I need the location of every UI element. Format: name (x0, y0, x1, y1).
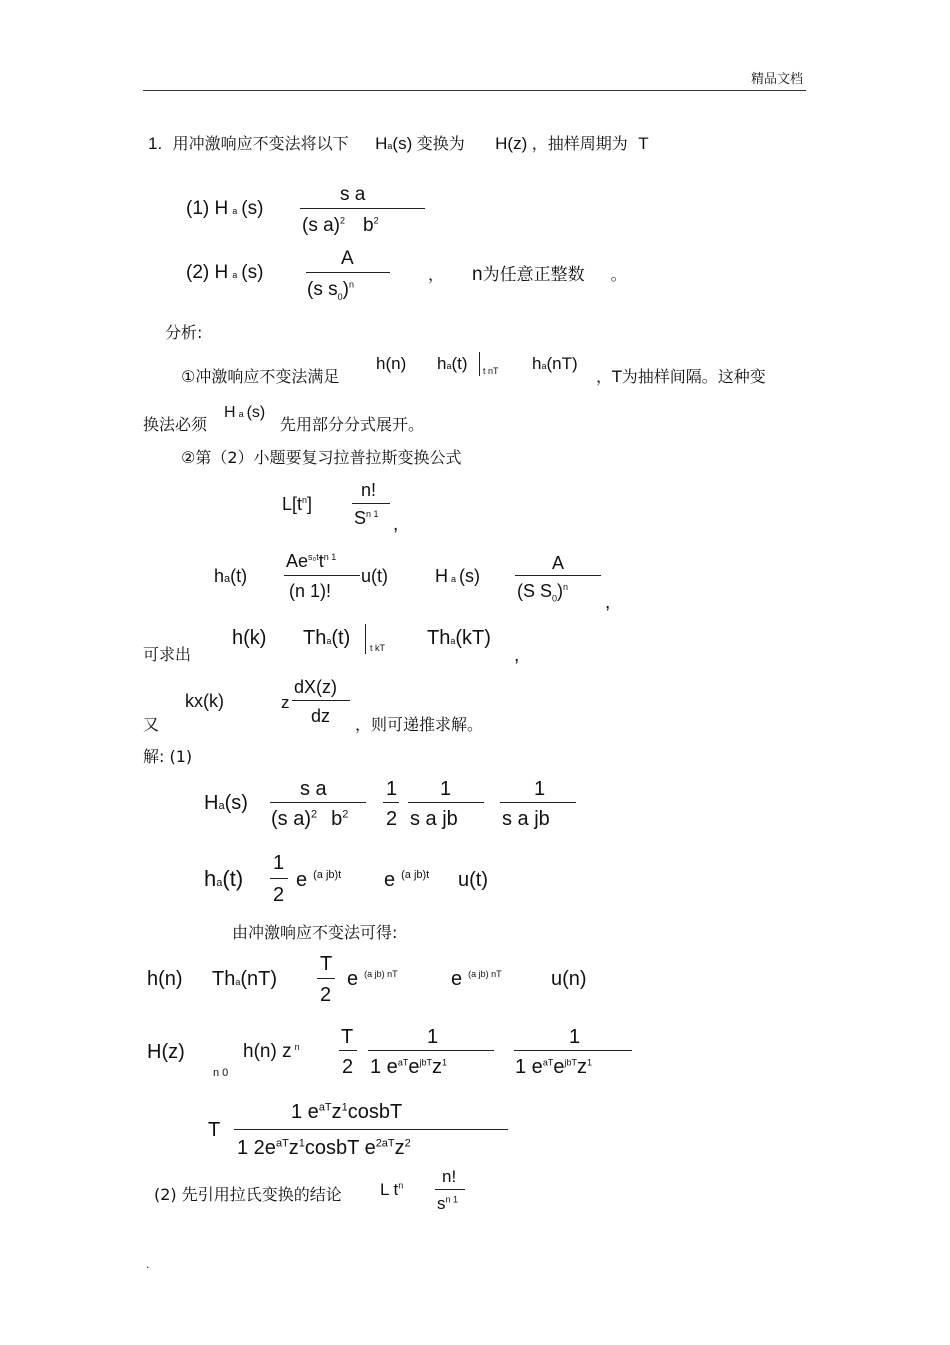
hk-comma: , (514, 645, 520, 666)
eq3-u: u(n) (551, 968, 587, 990)
fraction-bar (306, 272, 390, 273)
ha-symbol: H (375, 134, 388, 153)
eq3-tha: Tha(nT) (212, 968, 278, 990)
dxz: dX(z) (294, 677, 338, 697)
fraction-bar (284, 575, 360, 576)
fraction-bar (339, 1050, 357, 1051)
eq4-2: 2 (342, 1056, 354, 1078)
analysis-1-hant: ha(nT) (532, 354, 578, 373)
eq4-hn: h(n) z $^n$ (243, 1041, 300, 1062)
tha-t: Tha(t) (303, 627, 351, 649)
fraction-bar (514, 1050, 632, 1051)
question-1 (148, 131, 649, 154)
Ha-s-den: (S $S_0)^n$ (517, 581, 569, 604)
eq4-lhs: H(z) (147, 1041, 185, 1063)
part-2-numerator: A (341, 248, 354, 269)
eq4-f1-num: 1 (427, 1026, 439, 1048)
fraction-bar (435, 1189, 465, 1190)
eq4-T: T (341, 1026, 354, 1048)
ha-t-num: $Ae^{s_0t}t^{n 1}$ (286, 551, 337, 571)
fraction-bar (352, 503, 390, 504)
eq3-T: T (320, 953, 333, 975)
fraction-bar (383, 802, 399, 803)
t-symbol: T (638, 134, 649, 153)
eq1-f3-den: s a jb (502, 808, 550, 830)
eq1-f3-num: 1 (534, 778, 546, 800)
part-2-comma: ， (428, 265, 445, 284)
analysis-1-line2b: 先用部分分式展开。 (280, 415, 425, 434)
analysis-1-tail: ，T为抽样间隔。这种变 (596, 367, 766, 386)
eq2-lhs: ha(t) (204, 866, 244, 891)
eq4-sum-lower: n 0 (213, 1067, 229, 1079)
ha-t-u: u(t) (361, 566, 388, 586)
evaluation-bar (479, 352, 480, 376)
part-2-note: n为任意正整数 。 (472, 264, 627, 285)
part-1-denominator: (s a)$^2$ $b^2$ (302, 215, 379, 236)
fraction-bar (368, 1050, 494, 1051)
laplace-den: $S^{n 1}$ (354, 508, 379, 528)
recur: ，则可递推求解。 (355, 715, 484, 734)
fraction-bar (300, 208, 425, 209)
fraction-bar (408, 802, 484, 803)
question-transform: 变换为 (416, 134, 465, 153)
analysis-1-hat: ha(t) (437, 354, 468, 373)
fraction-bar (234, 1129, 508, 1130)
kxk: kx(k) (185, 691, 224, 711)
again: 又 (143, 715, 160, 734)
part-2-denominator: (s $s_0)^n$ (307, 279, 354, 302)
question-intro: 用冲激响应不变法将以下 (172, 134, 349, 153)
eq2-half-num: 1 (273, 852, 285, 874)
eq5-T: T (208, 1119, 221, 1141)
eq4-f2-num: 1 (569, 1026, 581, 1048)
fraction-bar (270, 878, 288, 879)
fraction-bar (317, 978, 335, 979)
eq1-lhs: Ha(s) (204, 792, 248, 814)
part2-num: n! (442, 1167, 457, 1186)
question-number: 1. (148, 134, 163, 153)
eq3-2: 2 (320, 984, 332, 1006)
ha-t-den: (n 1)! (289, 581, 332, 601)
analysis-1-line2a: 换法必须 (143, 415, 208, 434)
analysis-1-hn: h(n) (376, 354, 407, 373)
ha-comma: , (605, 592, 611, 613)
analysis-1-cond: t nT (483, 366, 499, 376)
z-factor: z (281, 693, 290, 712)
eq2-half-den: 2 (273, 884, 285, 906)
eq4-f1-den: 1 $e^{aT}e^{jbT}z^1$ (370, 1056, 447, 1078)
fraction-bar (270, 802, 366, 803)
eq3-e1: e $^{(a jb) nT}$ (347, 968, 398, 990)
analysis-1-text: ①冲激响应不变法满足 (181, 367, 340, 386)
eq1-num: s a (300, 778, 327, 800)
evaluation-bar (365, 624, 366, 654)
question-period: ，抽样周期为 (531, 134, 628, 153)
laplace-num: n! (361, 480, 377, 500)
eq2-e1: e $^{(a jb)t}$ (296, 869, 342, 891)
part-1-label: (1) H a (s) (186, 198, 264, 219)
part2-lt: L $t^n$ (380, 1180, 404, 1199)
Ha-s-rhs: Ha (s) (435, 566, 481, 586)
analysis-2-text: ②第（2）小题要复习拉普拉斯变换公式 (181, 448, 462, 467)
header-label: 精品文档 (751, 72, 804, 87)
part-2-label: (2) H a (s) (186, 262, 264, 283)
hk: h(k) (232, 627, 267, 649)
eq3-lhs: h(n) (147, 968, 183, 990)
eq2-u: u(t) (458, 869, 488, 891)
fraction-bar (515, 575, 601, 576)
eq5-num: 1 $e^{aT}z^1cosbT$ (291, 1101, 403, 1123)
ha-t-lhs: ha(t) (214, 566, 248, 586)
laplace-lhs: $L[t^n]$ (282, 494, 313, 514)
part2-label: (2) 先引用拉氏变换的结论 (154, 1185, 342, 1204)
tha-cond: t kT (370, 643, 385, 653)
eq3-e2: e $^{(a jb) nT}$ (451, 968, 502, 990)
eq5-den: 1 $2e^{aT}z^1cosbT$ $e^{2aT}z^2$ (237, 1137, 411, 1159)
eq1-f1-num: 1 (386, 778, 398, 800)
Ha-s-num: A (552, 553, 565, 573)
eq2-e2: e $^{(a jb)t}$ (384, 869, 430, 891)
dz: dz (311, 706, 331, 726)
footer-dot: . (146, 1257, 150, 1271)
fraction-bar (292, 700, 350, 701)
by-impulse: 由冲激响应不变法可得: (232, 923, 398, 942)
part-1-numerator: s a (340, 184, 366, 205)
header-rule (143, 90, 806, 91)
analysis-title: 分析: (165, 323, 203, 342)
part2-den: $s^{n 1}$ (437, 1194, 459, 1213)
tha-kt: Tha(kT) (427, 627, 491, 649)
ha-arg: (s) (392, 134, 413, 153)
ha-sub: a (387, 141, 393, 151)
analysis-1-ha: Ha (s) (224, 404, 266, 421)
eq4-f2-den: 1 $e^{aT}e^{jbT}z^1$ (515, 1056, 592, 1078)
eq1-f1-den: 2 (386, 808, 398, 830)
eq1-den: (s a)$^2$ $b^2$ (271, 808, 349, 830)
laplace-comma: , (393, 514, 399, 535)
eq1-f2-den: s a jb (410, 808, 458, 830)
can-get: 可求出 (143, 645, 192, 664)
hz-symbol: H(z) (495, 134, 528, 153)
fraction-bar (500, 802, 576, 803)
solution-title: 解: (1) (143, 747, 193, 766)
eq1-f2-num: 1 (440, 778, 452, 800)
